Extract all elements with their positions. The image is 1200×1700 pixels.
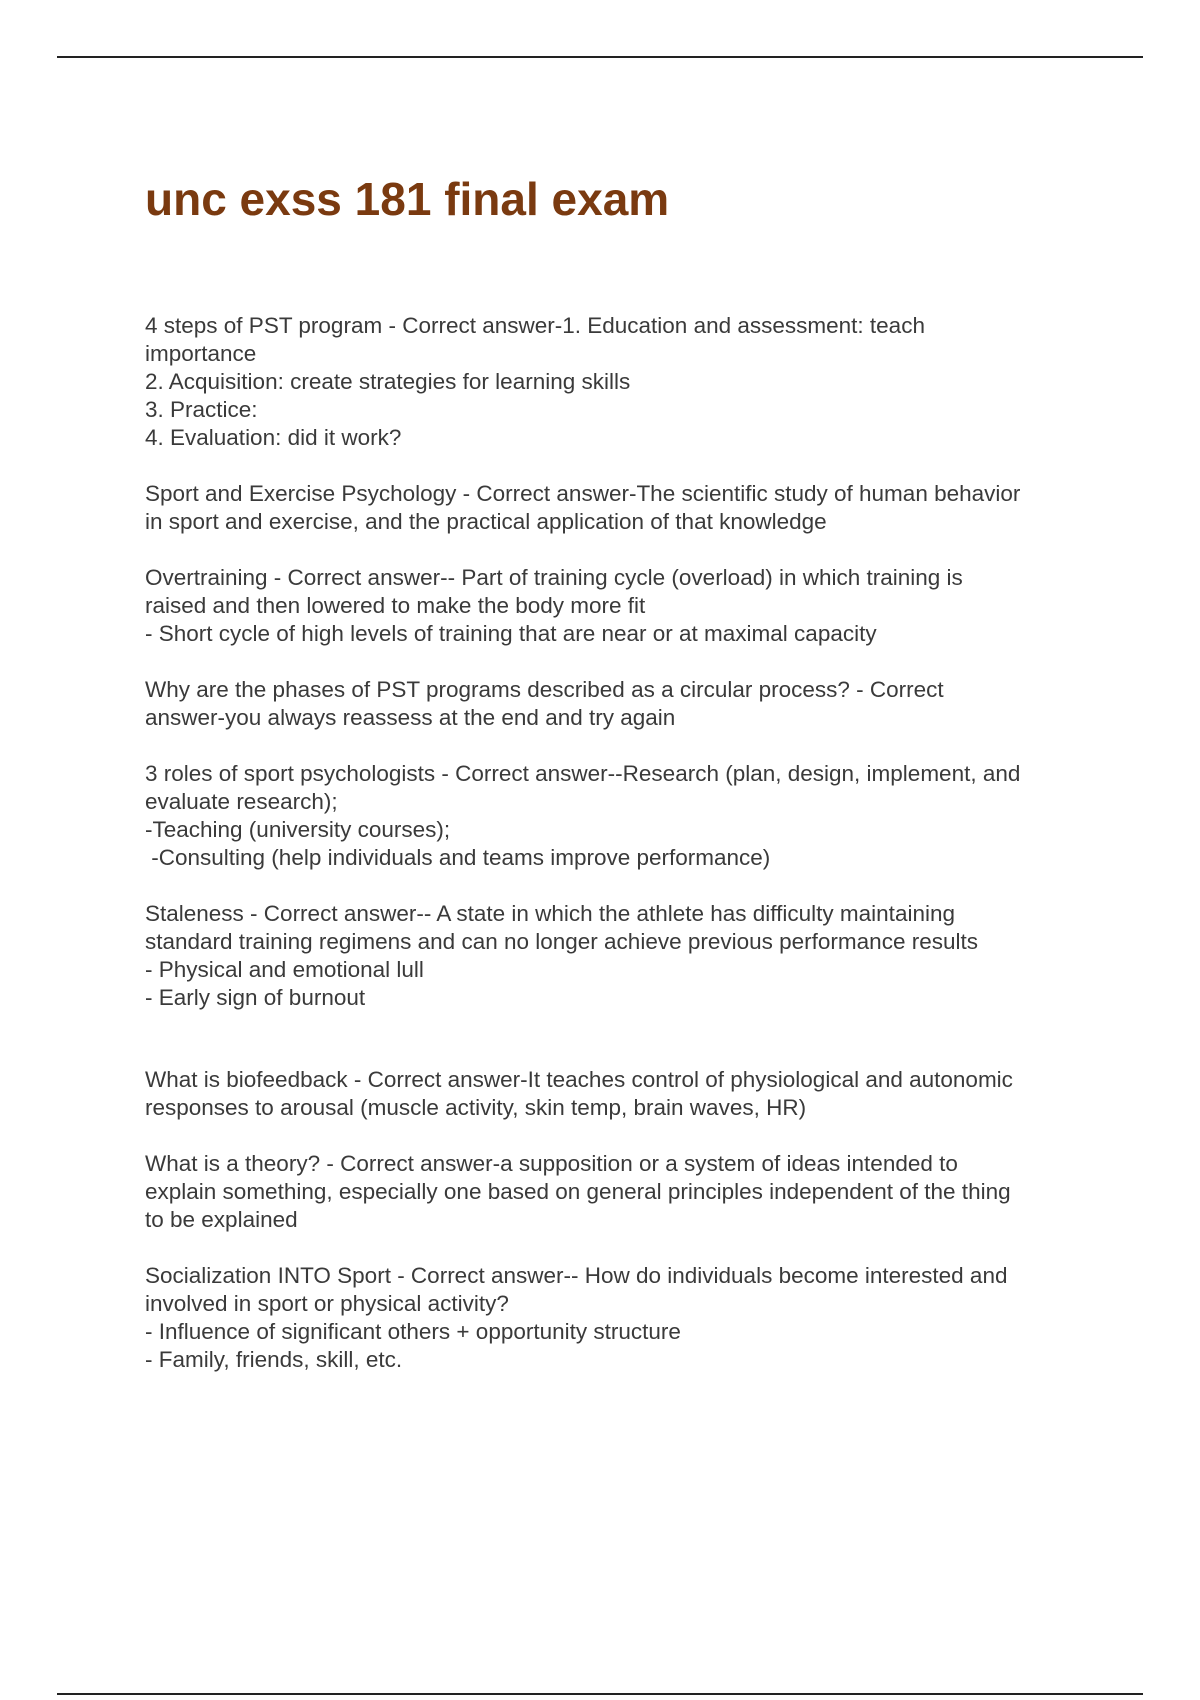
qa-entry-biofeedback — [145, 1066, 1090, 1122]
entry-line: Staleness - Correct answer-- A state in which the athlete has difficulty maintaining — [145, 901, 955, 926]
entry-line: 3 roles of sport psychologists - Correct answer--Research (plan, design, implement, and — [145, 761, 1021, 786]
entry-line: Socialization INTO Sport - Correct answer-- How do individuals become interested and — [145, 1263, 1008, 1288]
entry-line: standard training regimens and can no longer achieve previous performance results — [145, 929, 978, 954]
qa-entry-overtraining — [145, 564, 1090, 648]
entry-line: evaluate research); — [145, 789, 338, 814]
entry-spacer — [145, 1122, 1090, 1150]
entry-line: importance — [145, 341, 257, 366]
qa-entry-socialization-into-sport — [145, 1262, 1090, 1374]
entry-line: - Family, friends, skill, etc. — [145, 1347, 403, 1372]
entry-line: raised and then lowered to make the body more fit — [145, 593, 646, 618]
entry-line: Why are the phases of PST programs described as a circular process? - Correct — [145, 677, 944, 702]
entry-spacer — [145, 1234, 1090, 1262]
entry-line: to be explained — [145, 1207, 298, 1232]
entry-line: 2. Acquisition: create strategies for learning skills — [145, 369, 631, 394]
entry-line: in sport and exercise, and the practical application of that knowledge — [145, 509, 827, 534]
qa-entry-pst-circular-process — [145, 676, 1090, 732]
entry-line: - Physical and emotional lull — [145, 957, 424, 982]
qa-entry-pst-steps — [145, 312, 1090, 452]
entry-line: answer-you always reassess at the end and try again — [145, 705, 676, 730]
entry-line: - Early sign of burnout — [145, 985, 366, 1010]
qa-entry-theory — [145, 1150, 1090, 1234]
qa-entry-roles-of-sport-psychologists — [145, 760, 1090, 872]
entry-line: -Consulting (help individuals and teams improve performance) — [145, 845, 771, 870]
entry-line: responses to arousal (muscle activity, skin temp, brain waves, HR) — [145, 1095, 807, 1120]
entry-spacer — [145, 452, 1090, 480]
page-title: unc exss 181 final exam — [145, 173, 670, 225]
entry-line: involved in sport or physical activity? — [145, 1291, 509, 1316]
entry-line: 4 steps of PST program - Correct answer-1. Education and assessment: teach — [145, 313, 925, 338]
entry-spacer — [145, 648, 1090, 676]
bottom-rule — [57, 1693, 1143, 1695]
entry-spacer — [145, 536, 1090, 564]
qa-entry-sport-exercise-psychology — [145, 480, 1090, 536]
entry-line: 3. Practice: — [145, 397, 258, 422]
entry-line: What is biofeedback - Correct answer-It teaches control of physiological and autonomic — [145, 1067, 1013, 1092]
entry-spacer — [145, 872, 1090, 900]
entry-line: 4. Evaluation: did it work? — [145, 425, 402, 450]
entry-line: Overtraining - Correct answer-- Part of training cycle (overload) in which training is — [145, 565, 963, 590]
qa-entry-staleness — [145, 900, 1090, 1012]
entry-line: - Influence of significant others + opportunity structure — [145, 1319, 681, 1344]
entry-line: -Teaching (university courses); — [145, 817, 451, 842]
entry-spacer — [145, 1012, 1090, 1066]
top-rule — [57, 56, 1143, 58]
entry-line: explain something, especially one based on general principles independent of the thing — [145, 1179, 1011, 1204]
qa-list — [145, 312, 1090, 1374]
entry-line: - Short cycle of high levels of training that are near or at maximal capacity — [145, 621, 877, 646]
entry-line: What is a theory? - Correct answer-a supposition or a system of ideas intended to — [145, 1151, 958, 1176]
entry-line: Sport and Exercise Psychology - Correct answer-The scientific study of human behavior — [145, 481, 1021, 506]
entry-spacer — [145, 732, 1090, 760]
